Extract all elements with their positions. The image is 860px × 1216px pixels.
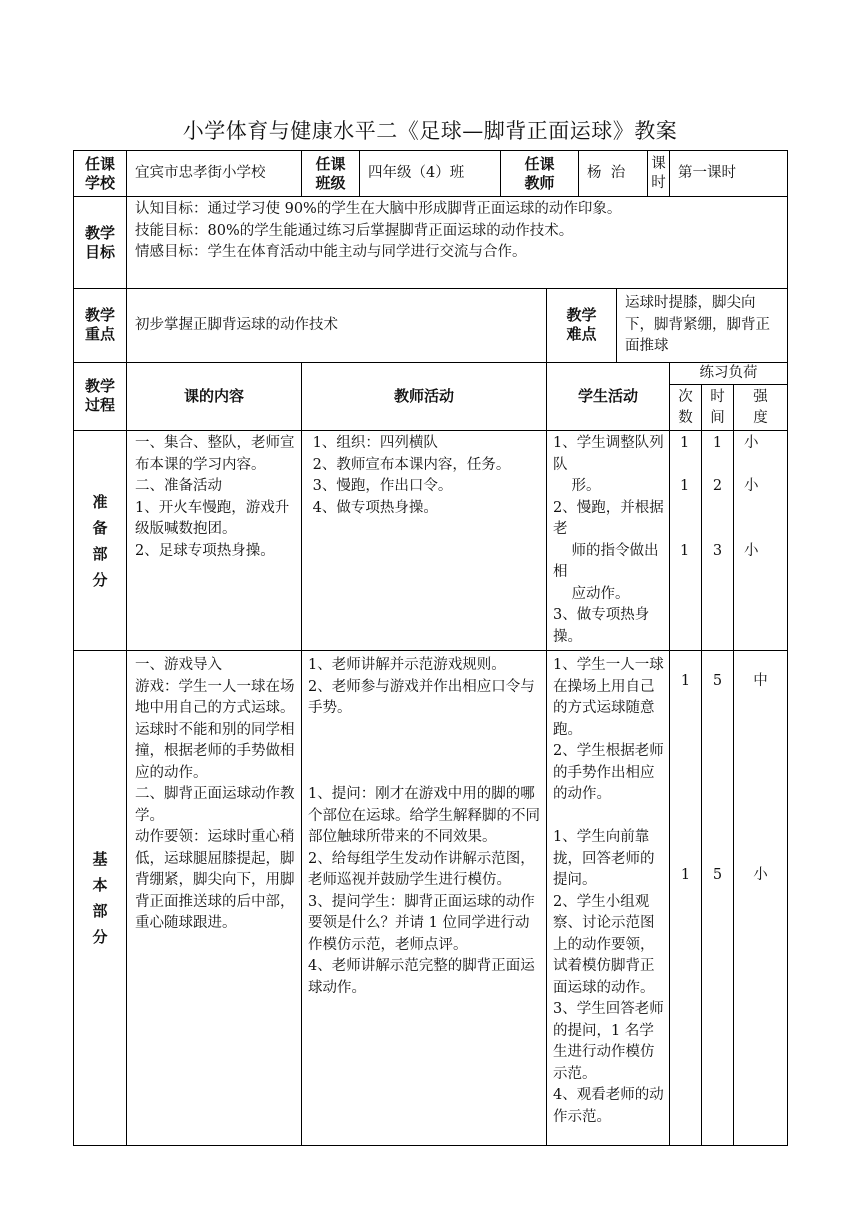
process-label: 教学 过程	[74, 362, 127, 431]
section-row-preparation	[74, 431, 788, 651]
section-name: 基 本 部 分	[74, 651, 127, 1146]
lesson-value: 第一课时	[670, 151, 788, 197]
section-name: 准 备 部 分	[74, 431, 127, 651]
section-counts: 1 1 1	[670, 431, 702, 651]
section-intensities: 小 小 小	[734, 431, 788, 651]
section-intensities: 中 小	[734, 651, 788, 1146]
student-activity-header: 学生活动	[547, 362, 670, 431]
section-times: 5 5	[702, 651, 734, 1146]
section-teacher-activity: 1、组织：四列横队 2、教师宣布本课内容，任务。 3、慢跑，作出口令。 4、做专项热身操。	[302, 431, 547, 651]
section-teacher-activity: 1、老师讲解并示范游戏规则。 2、老师参与游戏并作出相应口令与手势。 1、提问：刚才在游戏中用的脚的哪个部位在运球。给学生解释脚的不同部位触球所带来的不同效果。 2、给每组学生发动作讲解示范图，老师巡视并鼓励学生进行模仿。 3、提问学生：脚背正面运球的动作要领是什么？并请 1 位同学进行动作模仿示范，老师点评。 4、老师讲解示范完整的脚背正面运球动作。	[302, 651, 547, 1146]
section-student-activity: 1、学生一人一球在操场上用自己的方式运球随意跑。 2、学生根据老师的手势作出相应的动作。 1、学生向前靠拢，回答老师的提问。 2、学生小组观察、讨论示范图上的动作要领，试着模仿脚背正面运球的动作。 3、学生回答老师的提问，1 名学生进行动作模仿示范。 4、观看老师的动作示范。	[547, 651, 670, 1146]
key-text: 初步掌握正脚背运球的动作技术	[127, 289, 547, 363]
key-row	[74, 289, 788, 363]
section-row-basic	[74, 651, 788, 1146]
difficulty-label: 教学 难点	[547, 289, 617, 363]
lesson-plan-table	[73, 150, 788, 1146]
section-counts: 1 1	[670, 651, 702, 1146]
teacher-activity-header: 教师活动	[302, 362, 547, 431]
lesson-label: 课 时	[648, 151, 670, 197]
process-header-row	[74, 362, 788, 385]
info-row	[74, 151, 788, 197]
teacher-label: 任课 教师	[501, 151, 579, 197]
key-label: 教学 重点	[74, 289, 127, 363]
school-label: 任课 学校	[74, 151, 127, 197]
count-header: 次 数	[670, 385, 702, 431]
section-student-activity: 1、学生调整队列队 形。 2、慢跑，并根据老 师的指令做出相 应动作。 3、做专项热身操。	[547, 431, 670, 651]
section-content: 一、集合、整队，老师宣布本课的学习内容。 二、准备活动 1、开火车慢跑，游戏升级版喊数抱团。 2、足球专项热身操。	[127, 431, 302, 651]
difficulty-text: 运球时提膝，脚尖向下，脚背紧绷，脚背正面推球	[617, 289, 788, 363]
time-header: 时 间	[702, 385, 734, 431]
section-content: 一、游戏导入 游戏：学生一人一球在场地中用自己的方式运球。运球时不能和别的同学相撞，根据老师的手势做相应的动作。 二、脚背正面运球动作教学。 动作要领：运球时重心稍低，运球腿屈膝提起，脚背绷紧，脚尖向下，用脚背正面推送球的后中部，重心随球跟进。	[127, 651, 302, 1146]
class-value: 四年级（4）班	[360, 151, 501, 197]
goals-row	[74, 197, 788, 289]
page-title: 小学体育与健康水平二《足球—脚背正面运球》教案	[182, 119, 678, 143]
section-times: 1 2 3	[702, 431, 734, 651]
school-value: 宜宾市忠孝街小学校	[127, 151, 302, 197]
content-header: 课的内容	[127, 362, 302, 431]
load-header: 练习负荷	[670, 362, 788, 385]
teacher-value: 杨 治	[579, 151, 648, 197]
class-label: 任课 班级	[302, 151, 360, 197]
goals-label: 教学 目标	[74, 197, 127, 289]
goals-text: 认知目标：通过学习使 90%的学生在大脑中形成脚背正面运球的动作印象。 技能目标：80%的学生能通过练习后掌握脚背正面运球的动作技术。 情感目标：学生在体育活动中能主动与同学进行交流与合作。	[127, 197, 788, 289]
intensity-header: 强 度	[734, 385, 788, 431]
